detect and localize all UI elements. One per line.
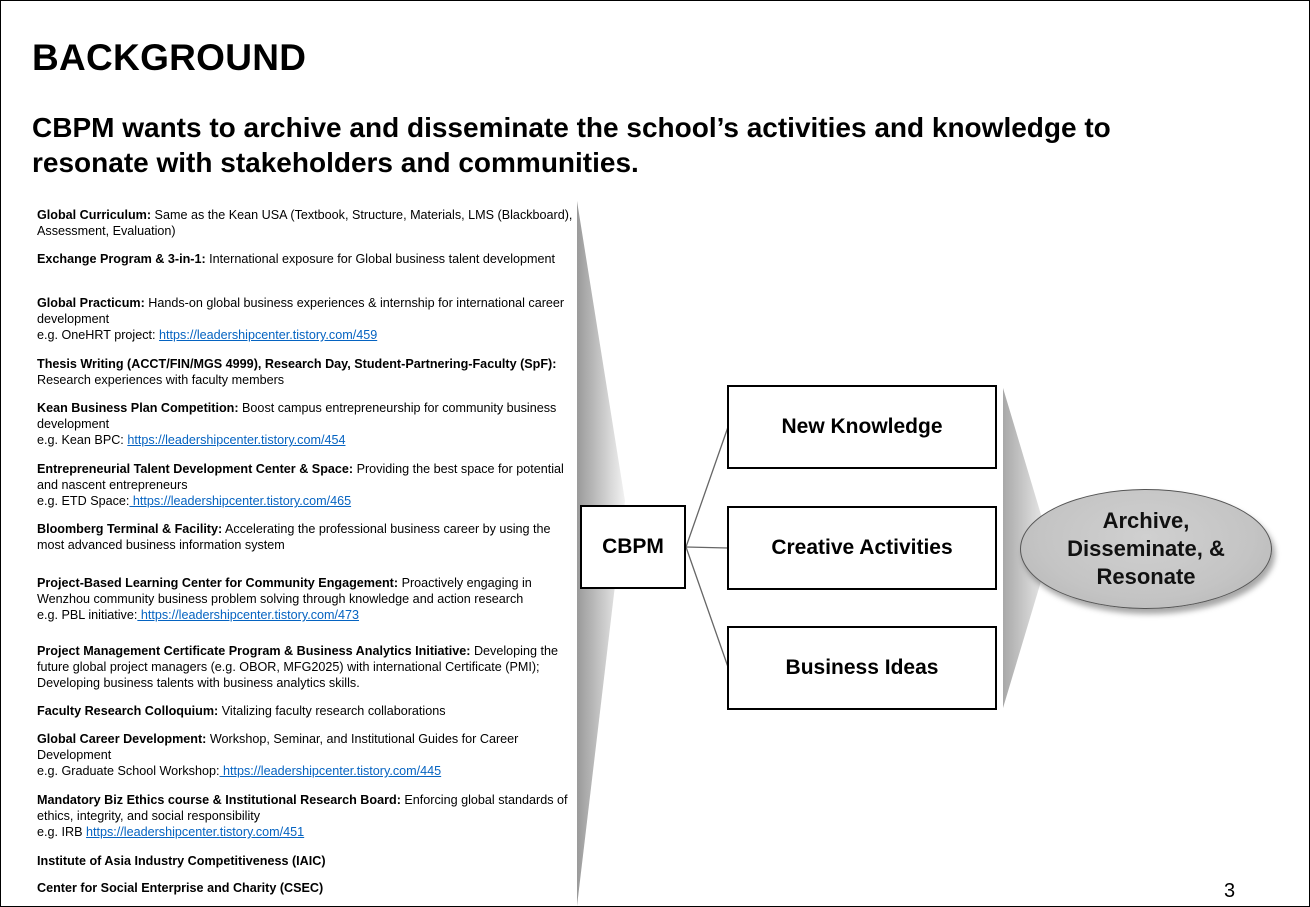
list-item [37,461,577,509]
item-example-prefix: e.g. Graduate School Workshop: [37,764,220,778]
creative-activities-box [727,506,997,590]
list-item [37,356,577,388]
item-heading: Global Career Development: [37,732,207,746]
item-heading: Bloomberg Terminal & Facility: [37,522,223,536]
item-heading: Entrepreneurial Talent Development Center & Space: [37,462,354,476]
item-heading: Thesis Writing (ACCT/FIN/MGS 4999), Research Day, Student-Partnering-Faculty (SpF): [37,357,557,371]
item-heading: Institute of Asia Industry Competitiveness (IAIC) [37,854,326,868]
connector-business-ideas [686,547,728,667]
item-link[interactable]: https://leadershipcenter.tistory.com/451 [86,825,305,839]
item-heading: Center for Social Enterprise and Charity (CSEC) [37,881,324,895]
archive-label: Archive, Disseminate, & Resonate [1067,508,1225,589]
item-example-prefix: e.g. Kean BPC: [37,433,128,447]
item-link[interactable]: https://leadershipcenter.tistory.com/459 [159,328,378,342]
item-text: Providing the best space for potential and nascent entrepreneurs [37,462,564,492]
cbpm-label: CBPM [602,535,664,558]
list-item [37,643,577,691]
item-text: Enforcing global standards of ethics, integrity, and social responsibility [37,793,568,823]
list-item [37,207,577,239]
item-text: International exposure for Global business talent development [205,252,556,266]
item-example-prefix: e.g. ETD Space: [37,494,130,508]
item-heading: Mandatory Biz Ethics course & Institutional Research Board: [37,793,401,807]
item-link[interactable]: https://leadershipcenter.tistory.com/445 [219,764,442,778]
business-ideas-label: Business Ideas [785,656,939,679]
list-item [37,703,577,719]
item-text: Vitalizing faculty research collaborations [218,704,446,718]
item-heading: Faculty Research Colloquium: [37,704,219,718]
item-example-prefix: e.g. PBL initiative: [37,608,138,622]
cbpm-box [580,505,686,589]
slide-subtitle: CBPM wants to archive and disseminate the school’s activities and knowledge to resonate with stakeholders and communities. [32,112,1111,178]
item-heading: Project-Based Learning Center for Community Engagement: [37,576,399,590]
creative-activities-label: Creative Activities [771,536,953,559]
item-example-prefix: e.g. IRB [37,825,86,839]
item-text: Developing the future global project managers (e.g. OBOR, MFG2025) with international Certificate (PMI); Developing business talents with business analytics skills. [37,644,558,690]
item-heading: Global Practicum: [37,296,145,310]
list-item [37,400,577,448]
item-heading: Exchange Program & 3-in-1: [37,252,206,266]
connector-new-knowledge [686,427,728,547]
business-ideas-box [727,626,997,710]
item-text: Proactively engaging in Wenzhou community business problem solving through knowledge and action research [37,576,532,606]
item-heading: Kean Business Plan Competition: [37,401,239,415]
new-knowledge-label: New Knowledge [781,415,943,438]
item-text: Accelerating the professional business career by using the most advanced business information system [37,522,551,552]
list-item [37,880,577,896]
list-item [37,521,577,553]
list-item [37,295,577,343]
list-item [37,853,577,869]
item-text: Boost campus entrepreneurship for community business development [37,401,557,431]
item-text: Workshop, Seminar, and Institutional Guides for Career Development [37,732,519,762]
archive-ellipse [1020,489,1272,609]
connector-creative-activities [686,547,728,548]
slide-title: BACKGROUND [32,37,307,78]
item-text: Research experiences with faculty members [37,373,285,387]
list-item [37,792,577,840]
item-heading: Project Management Certificate Program & Business Analytics Initiative: [37,644,471,658]
item-text: Hands-on global business experiences & internship for international career development [37,296,565,326]
item-heading: Global Curriculum: [37,208,152,222]
new-knowledge-box [727,385,997,469]
item-link[interactable]: https://leadershipcenter.tistory.com/454 [127,433,346,447]
item-link[interactable]: https://leadershipcenter.tistory.com/473 [137,608,360,622]
item-example-prefix: e.g. OneHRT project: [37,328,160,342]
item-text: Same as the Kean USA (Textbook, Structure, Materials, LMS (Blackboard), Assessment, Evaluation) [37,208,573,238]
page-number: 3 [1224,880,1236,902]
list-item [37,575,577,623]
item-link[interactable]: https://leadershipcenter.tistory.com/465 [129,494,352,508]
list-item [37,731,577,779]
list-item [37,251,577,267]
